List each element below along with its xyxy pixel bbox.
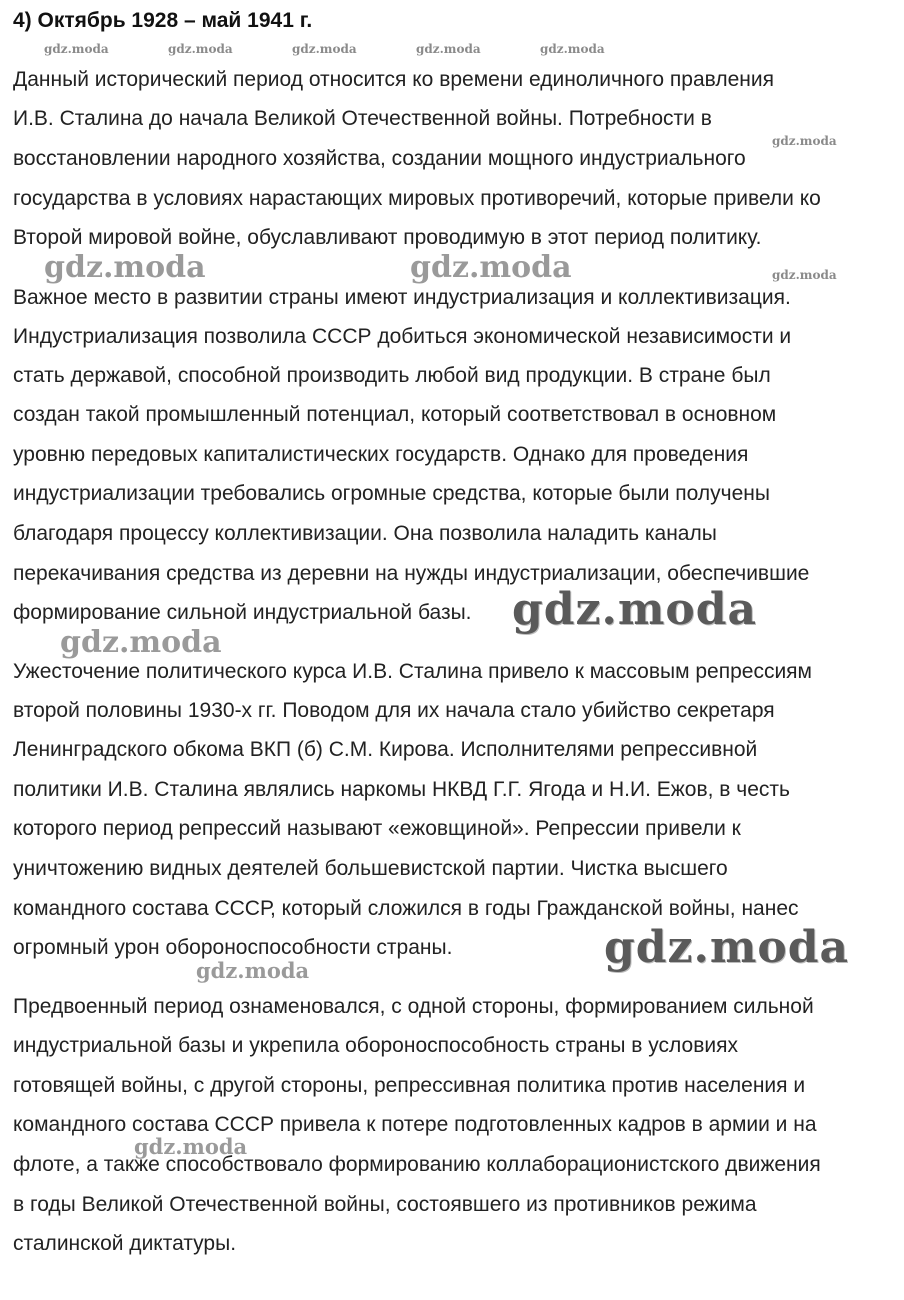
text-line: создан такой промышленный потенциал, который соответствовал в основном	[13, 403, 777, 426]
text-line: благодаря процессу коллективизации. Она позволила наладить каналы	[13, 522, 717, 545]
text-line: перекачивания средства из деревни на нужды индустриализации, обеспечившие	[13, 562, 810, 585]
page-heading: 4) Октябрь 1928 – май 1941 г.	[13, 9, 313, 32]
text-line: Индустриализация позволила СССР добиться экономической независимости и	[13, 325, 792, 348]
watermark: gdz.moda	[512, 584, 758, 635]
text-line: государства в условиях нарастающих мировых противоречий, которые привели ко	[13, 187, 821, 210]
watermark: gdz.moda	[168, 42, 233, 56]
text-line: формирование сильной индустриальной базы.	[13, 601, 472, 624]
text-line: командного состава СССР привела к потере подготовленных кадров в армии и на	[13, 1113, 817, 1136]
text-line: уровню передовых капиталистических государств. Однако для проведения	[13, 443, 749, 466]
watermark: gdz.moda	[44, 42, 109, 56]
text-line: второй половины 1930-х гг. Поводом для их начала стало убийство секретаря	[13, 699, 775, 722]
text-line: индустриализации требовались огромные средства, которые были получены	[13, 482, 770, 505]
text-line: командного состава СССР, который сложился в годы Гражданской войны, нанес	[13, 897, 799, 920]
text-line: И.В. Сталина до начала Великой Отечественной войны. Потребности в	[13, 107, 712, 130]
text-line: политики И.В. Сталина являлись наркомы НКВД Г.Г. Ягода и Н.И. Ежов, в честь	[13, 778, 790, 801]
text-line: сталинской диктатуры.	[13, 1232, 237, 1255]
text-line: флоте, а также способствовало формированию коллаборационистского движения	[13, 1153, 821, 1176]
watermark: gdz.moda	[772, 268, 837, 282]
watermark: gdz.moda	[60, 625, 222, 660]
watermark: gdz.moda	[410, 250, 572, 285]
text-line: восстановлении народного хозяйства, создании мощного индустриального	[13, 147, 746, 170]
text-line: Предвоенный период ознаменовался, с одной стороны, формированием сильной	[13, 995, 814, 1018]
watermark: gdz.moda	[196, 958, 310, 983]
text-line: Второй мировой войне, обуславливают проводимую в этот период политику.	[13, 226, 762, 249]
watermark: gdz.moda	[772, 134, 837, 148]
watermark: gdz.moda	[44, 250, 206, 285]
text-line: стать державой, способной производить любой вид продукции. В стране был	[13, 364, 771, 387]
text-line: Важное место в развитии страны имеют индустриализация и коллективизация.	[13, 286, 791, 309]
watermark: gdz.moda	[604, 922, 850, 973]
text-line: Данный исторический период относится ко времени единоличного правления	[13, 68, 774, 91]
text-line: уничтожению видных деятелей большевистской партии. Чистка высшего	[13, 857, 728, 880]
text-line: в годы Великой Отечественной войны, состоявшего из противников режима	[13, 1193, 757, 1216]
text-line: готовящей войны, с другой стороны, репрессивная политика против населения и	[13, 1074, 806, 1097]
text-line: Ленинградского обкома ВКП (б) С.М. Кирова. Исполнителями репрессивной	[13, 738, 758, 761]
text-line: Ужесточение политического курса И.В. Сталина привело к массовым репрессиям	[13, 660, 812, 683]
text-line: индустриальной базы и укрепила обороноспособность страны в условиях	[13, 1034, 738, 1057]
watermark: gdz.moda	[416, 42, 481, 56]
text-line: огромный урон обороноспособности страны.	[13, 936, 453, 959]
text-line: которого период репрессий называют «ежовщиной». Репрессии привели к	[13, 817, 741, 840]
watermark: gdz.moda	[540, 42, 605, 56]
watermark: gdz.moda	[292, 42, 357, 56]
watermark: gdz.moda	[134, 1134, 248, 1159]
